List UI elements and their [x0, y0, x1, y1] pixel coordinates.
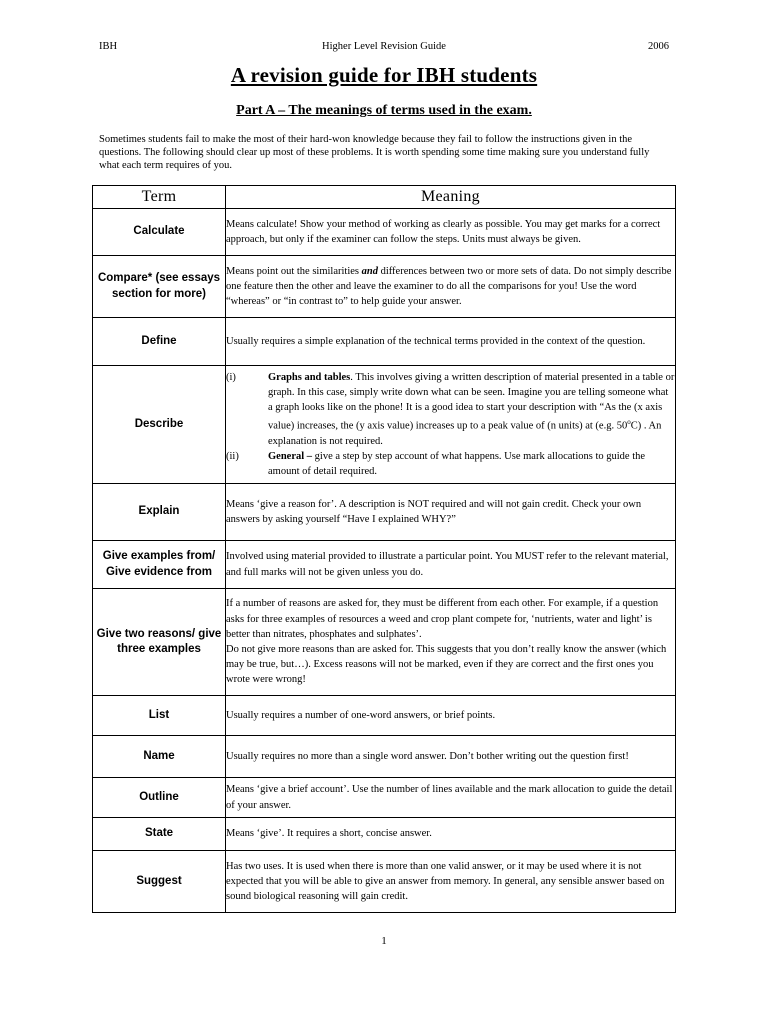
page-title: A revision guide for IBH students: [230, 63, 538, 87]
sub-item: [226, 370, 675, 450]
emphasis-text: and: [361, 265, 378, 277]
sub-item-text: General – give a step by step account of what happens. Use mark allocations to guide the amount of detail required.: [268, 451, 646, 478]
header-center: Higher Level Revision Guide: [322, 41, 446, 52]
term-cell: Describe: [93, 366, 226, 484]
table-row: [93, 851, 676, 913]
meaning-cell: Means calculate! Show your method of working as clearly as possible. You may get marks for a correct approach, but only if the examiner can follow the steps. Units must always be given.: [226, 209, 676, 256]
meaning-text: differences between two or more sets of data. Do not simply describe one feature then the other and leave the examiner to do all the comparisons for you! Use the word “whereas” or “in contrast to” to help guide your answer.: [226, 265, 672, 308]
sub-item-number: (ii): [226, 451, 239, 463]
term-cell: Outline: [93, 778, 226, 818]
term-cell: Define: [93, 318, 226, 366]
meaning-cell: [226, 256, 676, 318]
meaning-cell: Usually requires a simple explanation of the technical terms provided in the context of the question.: [226, 318, 676, 366]
term-column-header: Term: [93, 186, 226, 209]
terms-table: [92, 185, 676, 913]
term-cell: Name: [93, 736, 226, 778]
sub-item-number: (i): [226, 371, 236, 383]
meaning-cell: [226, 366, 676, 484]
term-cell: Give examples from/ Give evidence from: [93, 541, 226, 589]
intro-paragraph: Sometimes students fail to make the most of their hard-won knowledge because they fail to follow the instructions given in the questions. The following should clear up most of these problems. It is worth spending some time making sure you understand fully what each term requires of you.: [99, 134, 650, 171]
term-cell: Calculate: [93, 209, 226, 256]
term-cell: Compare* (see essays section for more): [93, 256, 226, 318]
table-row: [93, 318, 676, 366]
sub-item: [226, 449, 675, 479]
term-cell: Give two reasons/ give three examples: [93, 589, 226, 696]
table-row: [93, 589, 676, 696]
term-cell: State: [93, 818, 226, 851]
meaning-cell: Usually requires no more than a single word answer. Don’t bother writing out the question first!: [226, 736, 676, 778]
section-subtitle: Part A – The meanings of terms used in the exam.: [236, 103, 532, 118]
table-row: [93, 696, 676, 736]
table-row: [93, 366, 676, 484]
table-row: [93, 818, 676, 851]
meaning-text: Do not give more reasons than are asked for. This suggests that you don’t really know the answer (which may be true, but…). Excess reasons will not be marked, even if they are correct and the first ones you wrote were wrong!: [226, 644, 667, 686]
meaning-text: If a number of reasons are asked for, they must be different from each other. For example, if a question asks for three examples of resources a weed and crop plant compete for, ‘nutrients, water and light’ is better than nitrates, phosphates and sulphates’.: [226, 598, 659, 640]
header-left: IBH: [99, 41, 118, 52]
table-row: [93, 778, 676, 818]
meaning-cell: Means ‘give a reason for’. A description is NOT required and will not gain credit. Check your own answers by asking yourself “Have I explained WHY?”: [226, 484, 676, 541]
meaning-cell: Has two uses. It is used when there is more than one valid answer, or it may be used where it is not expected that you will be able to give an answer from memory. In general, any sensible answer based on sound biological reasoning will gain credit.: [226, 851, 676, 913]
table-row: [93, 256, 676, 318]
table-row: [93, 209, 676, 256]
sub-item-heading: Graphs and tables: [268, 371, 351, 383]
meaning-cell: Means ‘give a brief account’. Use the number of lines available and the mark allocation to guide the detail of your answer.: [226, 778, 676, 818]
meaning-cell: Involved using material provided to illustrate a particular point. You MUST refer to the relevant material, and full marks will not be given unless you do.: [226, 541, 676, 589]
sub-item-text: Graphs and tables. This involves giving a written description of material presented in a table or graph. In this case, simply write down what can be seen. Imagine you are telling someone what a graph looks like on the phone! It is a good idea to start your description with “As the (x axis value) increases, the (y axis value) increases up to a peak value of (n units) at (e.g. 50$^o$C) . An explanation is not required.: [268, 371, 675, 447]
table-row: [93, 541, 676, 589]
meaning-cell: Means ‘give’. It requires a short, concise answer.: [226, 818, 676, 851]
term-cell: Suggest: [93, 851, 226, 913]
page-number: 1: [381, 935, 387, 947]
meaning-cell: Usually requires a number of one-word answers, or brief points.: [226, 696, 676, 736]
term-cell: Explain: [93, 484, 226, 541]
table-row: [93, 484, 676, 541]
header-right: 2006: [648, 41, 669, 52]
sub-item-heading: General –: [268, 451, 313, 463]
meaning-text: Means point out the similarities: [226, 265, 362, 277]
page-header: [99, 41, 669, 57]
table-row: [93, 736, 676, 778]
term-cell: List: [93, 696, 226, 736]
meaning-column-header: Meaning: [226, 186, 676, 209]
meaning-cell: [226, 589, 676, 696]
table-header-row: [93, 186, 676, 209]
